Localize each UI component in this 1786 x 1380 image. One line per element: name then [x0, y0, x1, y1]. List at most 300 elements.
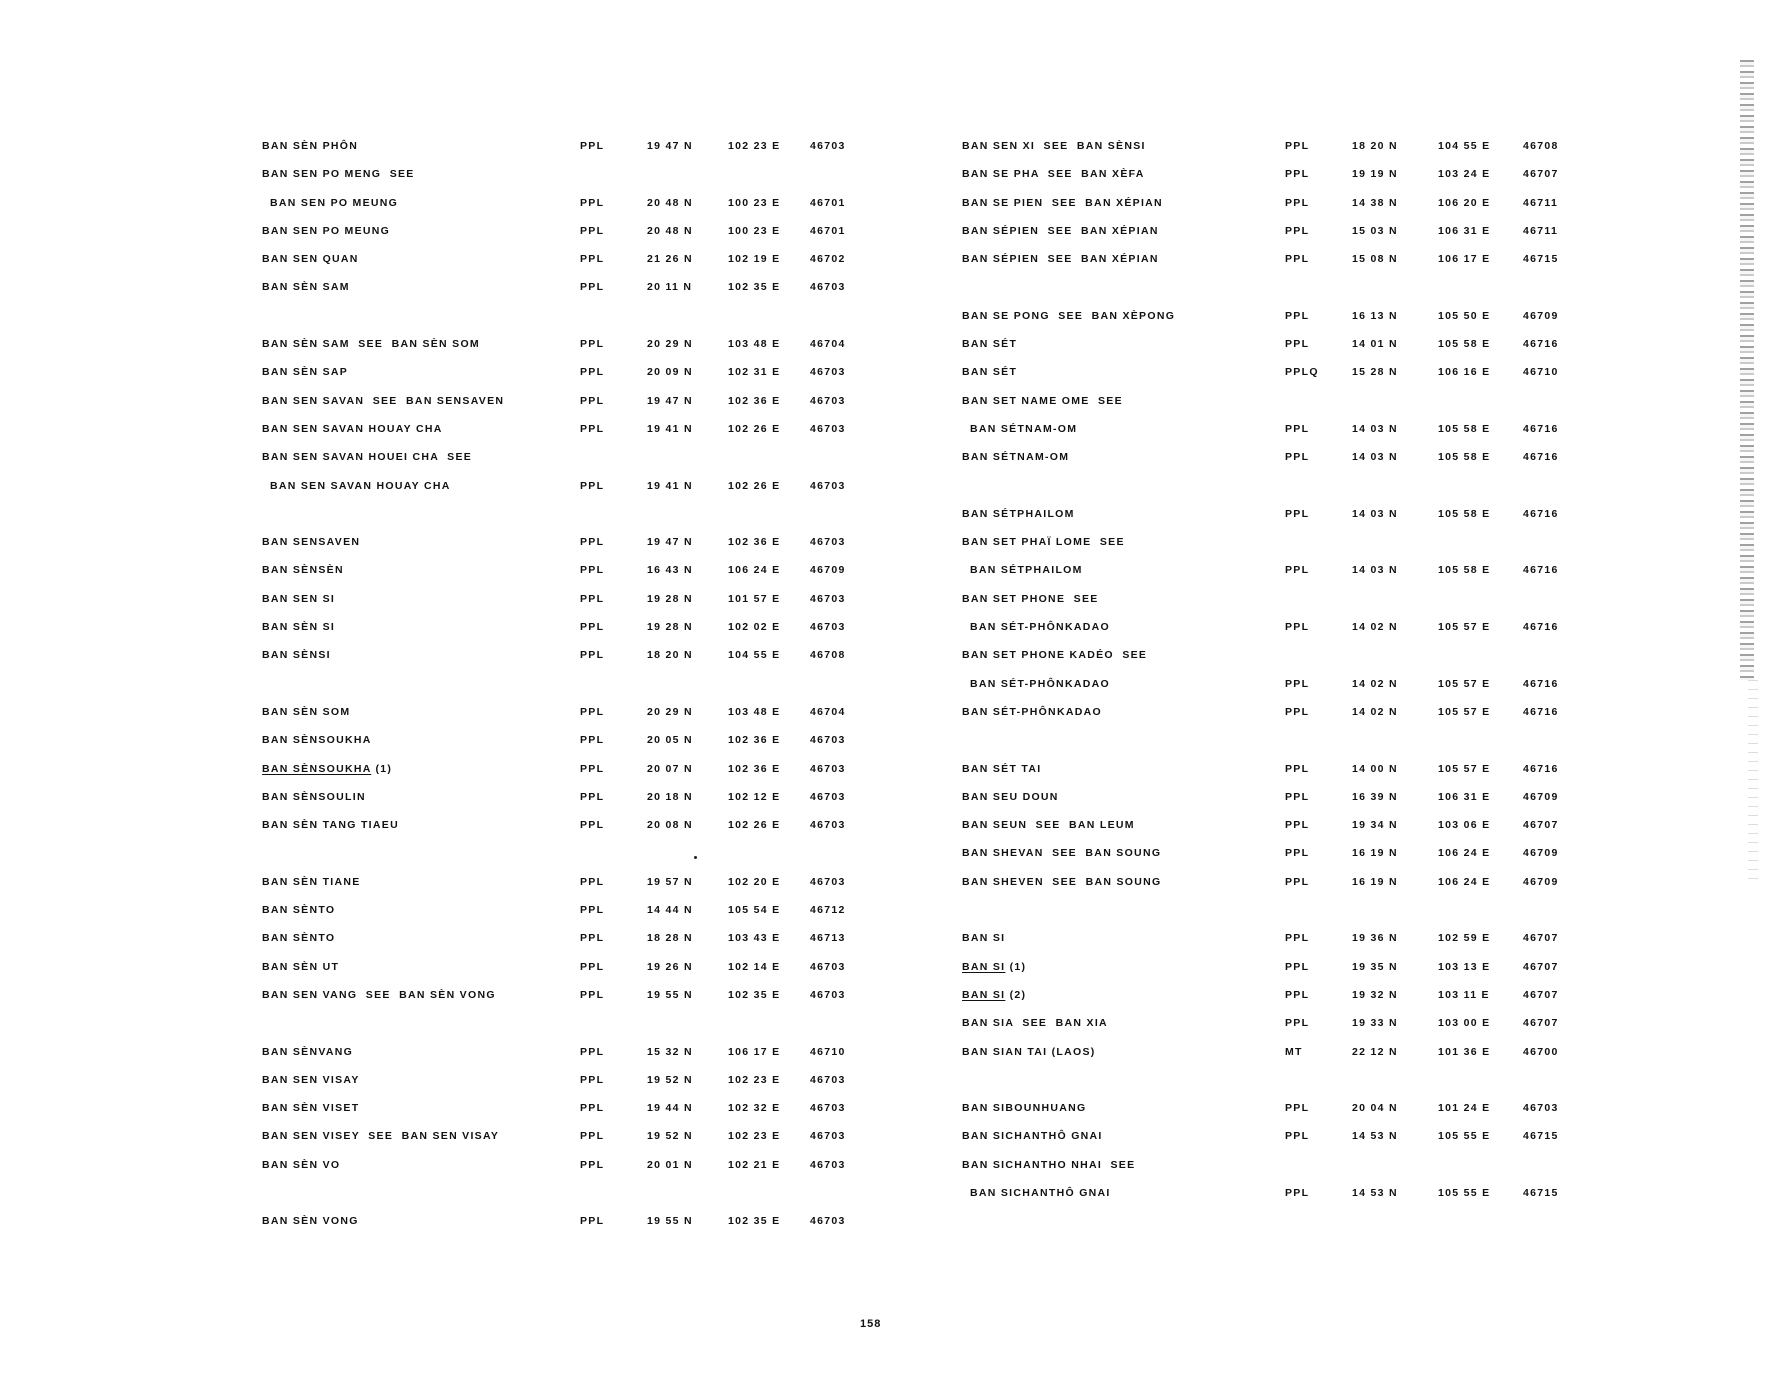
- latitude: 14 53 N: [1352, 1130, 1398, 1143]
- feature-type: MT: [1285, 1045, 1303, 1058]
- feature-type: PPL: [1285, 932, 1310, 945]
- latitude: 19 52 N: [647, 1073, 693, 1086]
- latitude: 16 13 N: [1352, 309, 1398, 322]
- map-code: 46716: [1523, 422, 1559, 435]
- longitude: 102 23 E: [728, 1073, 781, 1086]
- latitude: 19 26 N: [647, 960, 693, 973]
- longitude: 102 19 E: [728, 253, 781, 266]
- latitude: 19 55 N: [647, 1215, 693, 1228]
- map-code: 46708: [810, 649, 846, 662]
- entry-name: BAN SÈNSÈN: [262, 564, 344, 577]
- latitude: 19 28 N: [647, 621, 693, 634]
- map-code: 46703: [810, 875, 846, 888]
- latitude: 18 20 N: [647, 649, 693, 662]
- map-code: 46716: [1523, 762, 1559, 775]
- latitude: 19 41 N: [647, 422, 693, 435]
- feature-type: PPL: [1285, 1186, 1310, 1199]
- entry-name: BAN SÈN SAP: [262, 366, 349, 379]
- latitude: 14 44 N: [647, 904, 693, 917]
- longitude: 105 58 E: [1438, 338, 1491, 351]
- longitude: 101 57 E: [728, 592, 781, 605]
- feature-type: PPL: [580, 960, 605, 973]
- feature-type: PPL: [1285, 140, 1310, 152]
- longitude: 102 26 E: [728, 479, 781, 492]
- entry-name: BAN SÉPIEN SEE BAN XÉPIAN: [962, 224, 1159, 237]
- map-code: 46716: [1523, 705, 1559, 718]
- map-code: 46712: [810, 904, 846, 917]
- feature-type: PPL: [580, 1215, 605, 1228]
- entry-name: BAN SICHANTHO NHAI SEE: [962, 1158, 1136, 1171]
- longitude: 105 50 E: [1438, 309, 1491, 322]
- entry-name: BAN SE PONG SEE BAN XÈPONG: [962, 309, 1176, 322]
- entry-name: BAN SEN QUAN: [262, 253, 359, 266]
- map-code: 46716: [1523, 507, 1559, 520]
- feature-type: PPL: [580, 988, 605, 1001]
- map-code: 46716: [1523, 451, 1559, 464]
- longitude: 105 57 E: [1438, 621, 1491, 634]
- longitude: 102 20 E: [728, 875, 781, 888]
- map-code: 46704: [810, 338, 846, 351]
- feature-type: PPL: [580, 564, 605, 577]
- latitude: 20 18 N: [647, 790, 693, 803]
- latitude: 20 48 N: [647, 224, 693, 237]
- entry-name: BAN SÉTPHAILOM: [970, 564, 1083, 577]
- feature-type: PPL: [580, 904, 605, 917]
- feature-type: PPL: [1285, 988, 1310, 1001]
- longitude: 103 24 E: [1438, 168, 1491, 181]
- feature-type: PPL: [1285, 677, 1310, 690]
- longitude: 106 17 E: [728, 1045, 781, 1058]
- feature-type: PPL: [580, 1073, 605, 1086]
- latitude: 19 52 N: [647, 1130, 693, 1143]
- longitude: 103 43 E: [728, 932, 781, 945]
- entry-name: BAN SICHANTHÔ GNAI: [962, 1130, 1103, 1143]
- entry-name: BAN SÉPIEN SEE BAN XÉPIAN: [962, 253, 1159, 266]
- latitude: 19 28 N: [647, 592, 693, 605]
- feature-type: PPL: [1285, 338, 1310, 351]
- map-code: 46711: [1523, 196, 1559, 209]
- entry-name: BAN SIA SEE BAN XIA: [962, 1017, 1108, 1030]
- map-code: 46709: [1523, 875, 1559, 888]
- longitude: 103 48 E: [728, 705, 781, 718]
- map-code: 46703: [810, 988, 846, 1001]
- latitude: 16 43 N: [647, 564, 693, 577]
- page-number: 158: [860, 1318, 882, 1330]
- longitude: 103 13 E: [1438, 960, 1491, 973]
- longitude: 106 24 E: [1438, 875, 1491, 888]
- feature-type: PPL: [1285, 790, 1310, 803]
- feature-type: PPL: [580, 479, 605, 492]
- entry-name-underlined: BAN SÈNSOUKHA: [262, 762, 372, 775]
- latitude: 20 29 N: [647, 338, 693, 351]
- map-code: 46707: [1523, 932, 1559, 945]
- map-code: 46700: [1523, 1045, 1559, 1058]
- feature-type: PPL: [580, 140, 605, 152]
- entry-name: [962, 960, 1026, 974]
- entry-name: BAN SEN VISEY SEE BAN SEN VISAY: [262, 1130, 500, 1143]
- map-code: 46715: [1523, 1186, 1559, 1199]
- latitude: 14 03 N: [1352, 507, 1398, 520]
- map-code: 46703: [810, 1215, 846, 1228]
- longitude: 106 24 E: [1438, 847, 1491, 860]
- map-code: 46703: [810, 819, 846, 832]
- longitude: 102 36 E: [728, 536, 781, 549]
- map-code: 46703: [810, 621, 846, 634]
- latitude: 18 20 N: [1352, 140, 1398, 152]
- longitude: 106 31 E: [1438, 224, 1491, 237]
- entry-name: BAN SÈN VONG: [262, 1215, 359, 1228]
- entry-name-suffix: (2): [1005, 988, 1027, 1001]
- entry-name: BAN SET NAME OME SEE: [962, 394, 1123, 407]
- map-code: 46715: [1523, 1130, 1559, 1143]
- longitude: 102 23 E: [728, 1130, 781, 1143]
- longitude: 102 35 E: [728, 281, 781, 294]
- entry-name: BAN SÈN VO: [262, 1158, 341, 1171]
- longitude: 103 11 E: [1438, 988, 1490, 1001]
- map-code: 46703: [810, 592, 846, 605]
- map-code: 46710: [810, 1045, 846, 1058]
- latitude: 14 02 N: [1352, 677, 1398, 690]
- longitude: 103 06 E: [1438, 819, 1491, 832]
- feature-type: PPL: [580, 875, 605, 888]
- map-code: 46703: [810, 536, 846, 549]
- latitude: 15 28 N: [1352, 366, 1398, 379]
- entry-name: BAN SHEVEN SEE BAN SOUNG: [962, 875, 1162, 888]
- latitude: 18 28 N: [647, 932, 693, 945]
- entry-name: BAN SEN SI: [262, 592, 336, 605]
- map-code: 46702: [810, 253, 846, 266]
- entry-name: BAN SEUN SEE BAN LEUM: [962, 819, 1135, 832]
- entry-name: BAN SÈN VISET: [262, 1102, 360, 1115]
- longitude: 102 59 E: [1438, 932, 1491, 945]
- longitude: 100 23 E: [728, 196, 781, 209]
- entry-name: BAN SÈN SAM: [262, 281, 350, 294]
- latitude: 14 01 N: [1352, 338, 1398, 351]
- longitude: 105 58 E: [1438, 564, 1491, 577]
- latitude: 20 48 N: [647, 196, 693, 209]
- latitude: 20 04 N: [1352, 1102, 1398, 1115]
- map-code: 46709: [1523, 790, 1559, 803]
- map-code: 46703: [810, 140, 846, 152]
- feature-type: PPL: [1285, 621, 1310, 634]
- longitude: 104 55 E: [728, 649, 781, 662]
- longitude: 105 57 E: [1438, 762, 1491, 775]
- latitude: 19 36 N: [1352, 932, 1398, 945]
- entry-name: BAN SÉTPHAILOM: [962, 507, 1075, 520]
- latitude: 20 05 N: [647, 734, 693, 747]
- entry-name: [262, 762, 392, 776]
- feature-type: PPL: [580, 1130, 605, 1143]
- feature-type: PPL: [1285, 253, 1310, 266]
- map-code: 46701: [810, 224, 846, 237]
- latitude: 14 00 N: [1352, 762, 1398, 775]
- entry-name: BAN SÈNSI: [262, 649, 331, 662]
- entry-name: BAN SEN SAVAN HOUEI CHA SEE: [262, 451, 473, 464]
- entry-name: BAN SÉT TAI: [962, 762, 1042, 775]
- map-code: 46703: [810, 366, 846, 379]
- longitude: 102 36 E: [728, 394, 781, 407]
- map-code: 46707: [1523, 988, 1559, 1001]
- latitude: 20 07 N: [647, 762, 693, 775]
- map-code: 46716: [1523, 338, 1559, 351]
- latitude: 16 19 N: [1352, 875, 1398, 888]
- map-code: 46713: [810, 932, 846, 945]
- map-code: 46704: [810, 705, 846, 718]
- entry-name: BAN SÈN PHÔN: [262, 140, 359, 152]
- entry-name: BAN SÈN SOM: [262, 705, 351, 718]
- map-code: 46716: [1523, 677, 1559, 690]
- latitude: 19 47 N: [647, 536, 693, 549]
- map-code: 46716: [1523, 564, 1559, 577]
- entry-name: BAN SÉT-PHÔNKADAO: [962, 705, 1102, 718]
- longitude: 105 55 E: [1438, 1186, 1491, 1199]
- longitude: 105 57 E: [1438, 705, 1491, 718]
- feature-type: PPL: [1285, 960, 1310, 973]
- longitude: 102 26 E: [728, 422, 781, 435]
- map-code: 46709: [1523, 847, 1559, 860]
- longitude: 102 26 E: [728, 819, 781, 832]
- entry-name: BAN SÉTNAM-OM: [970, 422, 1078, 435]
- entry-name: BAN SICHANTHÔ GNAI: [970, 1186, 1111, 1199]
- entry-name: BAN SÈNTO: [262, 932, 336, 945]
- latitude: 20 11 N: [647, 281, 693, 294]
- entry-name-suffix: (1): [371, 762, 393, 775]
- longitude: 105 54 E: [728, 904, 781, 917]
- feature-type: PPL: [1285, 819, 1310, 832]
- feature-type: PPL: [1285, 564, 1310, 577]
- map-code: 46707: [1523, 819, 1559, 832]
- latitude: 21 26 N: [647, 253, 693, 266]
- entry-name: BAN SÈN TIANE: [262, 875, 361, 888]
- scan-edge-artifact-faint: [1748, 680, 1758, 880]
- feature-type: PPL: [1285, 451, 1310, 464]
- entry-name: BAN SÉT-PHÔNKADAO: [970, 677, 1110, 690]
- latitude: 19 44 N: [647, 1102, 693, 1115]
- entry-name: BAN SEU DOUN: [962, 790, 1059, 803]
- map-code: 46703: [810, 960, 846, 973]
- feature-type: PPL: [580, 734, 605, 747]
- latitude: 19 34 N: [1352, 819, 1398, 832]
- feature-type: PPL: [580, 281, 605, 294]
- latitude: 14 03 N: [1352, 422, 1398, 435]
- feature-type: PPL: [580, 592, 605, 605]
- longitude: 106 31 E: [1438, 790, 1491, 803]
- entry-name: BAN SEN VISAY: [262, 1073, 360, 1086]
- feature-type: PPL: [580, 790, 605, 803]
- latitude: 15 32 N: [647, 1045, 693, 1058]
- latitude: 14 38 N: [1352, 196, 1398, 209]
- map-code: 46711: [1523, 224, 1559, 237]
- longitude: 103 00 E: [1438, 1017, 1491, 1030]
- longitude: 105 58 E: [1438, 422, 1491, 435]
- longitude: 101 24 E: [1438, 1102, 1491, 1115]
- map-code: 46707: [1523, 960, 1559, 973]
- map-code: 46701: [810, 196, 846, 209]
- entry-name: BAN SEN SAVAN HOUAY CHA: [270, 479, 451, 492]
- map-code: 46703: [810, 762, 846, 775]
- feature-type: PPL: [1285, 309, 1310, 322]
- longitude: 102 31 E: [728, 366, 781, 379]
- feature-type: PPL: [580, 394, 605, 407]
- feature-type: PPL: [1285, 196, 1310, 209]
- feature-type: PPL: [1285, 1102, 1310, 1115]
- longitude: 104 55 E: [1438, 140, 1491, 152]
- feature-type: PPL: [580, 366, 605, 379]
- longitude: 102 21 E: [728, 1158, 781, 1171]
- map-code: 46715: [1523, 253, 1559, 266]
- entry-name: BAN SÈNTO: [262, 904, 336, 917]
- longitude: 102 36 E: [728, 734, 781, 747]
- latitude: 14 03 N: [1352, 451, 1398, 464]
- latitude: 20 29 N: [647, 705, 693, 718]
- map-code: 46709: [1523, 309, 1559, 322]
- feature-type: PPL: [580, 196, 605, 209]
- latitude: 16 39 N: [1352, 790, 1398, 803]
- entry-name: BAN SÈNVANG: [262, 1045, 354, 1058]
- longitude: 102 23 E: [728, 140, 781, 152]
- entry-name: BAN SET PHONE KADÉO SEE: [962, 649, 1148, 662]
- feature-type: PPL: [580, 253, 605, 266]
- longitude: 105 58 E: [1438, 507, 1491, 520]
- latitude: 19 33 N: [1352, 1017, 1398, 1030]
- latitude: 19 32 N: [1352, 988, 1398, 1001]
- longitude: 101 36 E: [1438, 1045, 1491, 1058]
- feature-type: PPL: [1285, 1017, 1310, 1030]
- feature-type: PPL: [580, 762, 605, 775]
- feature-type: PPL: [580, 621, 605, 634]
- feature-type: PPL: [1285, 168, 1310, 181]
- entry-name: BAN SÈN SI: [262, 621, 336, 634]
- entry-name: BAN SEN SAVAN SEE BAN SENSAVEN: [262, 394, 505, 407]
- latitude: 19 55 N: [647, 988, 693, 1001]
- map-code: 46707: [1523, 1017, 1559, 1030]
- latitude: 19 41 N: [647, 479, 693, 492]
- entry-name: BAN SEN PO MEUNG: [262, 224, 391, 237]
- latitude: 15 03 N: [1352, 224, 1398, 237]
- feature-type: PPL: [580, 224, 605, 237]
- longitude: 105 55 E: [1438, 1130, 1491, 1143]
- entry-name: BAN SENSAVEN: [262, 536, 361, 549]
- feature-type: PPL: [1285, 847, 1310, 860]
- map-code: 46703: [810, 422, 846, 435]
- entry-name: [962, 988, 1026, 1002]
- longitude: 102 35 E: [728, 1215, 781, 1228]
- latitude: 14 03 N: [1352, 564, 1398, 577]
- map-code: 46703: [810, 1158, 846, 1171]
- entry-name: BAN SÈN UT: [262, 960, 340, 973]
- map-code: 46703: [810, 281, 846, 294]
- latitude: 20 09 N: [647, 366, 693, 379]
- longitude: 102 35 E: [728, 988, 781, 1001]
- entry-name: BAN SÉTNAM-OM: [962, 451, 1070, 464]
- map-code: 46703: [810, 734, 846, 747]
- entry-name: BAN SE PIEN SEE BAN XÉPIAN: [962, 196, 1163, 209]
- longitude: 102 32 E: [728, 1102, 781, 1115]
- entry-name: BAN SET PHONE SEE: [962, 592, 1099, 605]
- map-code: 46703: [810, 1130, 846, 1143]
- feature-type: PPL: [580, 932, 605, 945]
- entry-name: BAN SHEVAN SEE BAN SOUNG: [962, 847, 1162, 860]
- map-code: 46710: [1523, 366, 1559, 379]
- entry-name: BAN SEN SAVAN HOUAY CHA: [262, 422, 443, 435]
- map-code: 46716: [1523, 621, 1559, 634]
- feature-type: PPL: [1285, 1130, 1310, 1143]
- entry-name: BAN SI: [962, 932, 1006, 945]
- feature-type: PPL: [1285, 875, 1310, 888]
- entry-name: BAN SEN PO MENG SEE: [262, 168, 415, 181]
- entry-name: BAN SEN XI SEE BAN SÈNSI: [962, 140, 1146, 152]
- feature-type: PPL: [580, 819, 605, 832]
- latitude: 22 12 N: [1352, 1045, 1398, 1058]
- latitude: 20 01 N: [647, 1158, 693, 1171]
- longitude: 106 20 E: [1438, 196, 1491, 209]
- latitude: 19 35 N: [1352, 960, 1398, 973]
- feature-type: PPL: [1285, 762, 1310, 775]
- latitude: 19 19 N: [1352, 168, 1398, 181]
- entry-name: BAN SE PHA SEE BAN XÈFA: [962, 168, 1145, 181]
- latitude: 19 47 N: [647, 394, 693, 407]
- entry-name: BAN SEN PO MEUNG: [270, 196, 399, 209]
- longitude: 102 14 E: [728, 960, 781, 973]
- longitude: 102 02 E: [728, 621, 781, 634]
- feature-type: PPL: [580, 422, 605, 435]
- feature-type: PPL: [580, 1045, 605, 1058]
- entry-name-underlined: BAN SI: [962, 988, 1006, 1001]
- entry-name: BAN SÉT: [962, 366, 1018, 379]
- ink-speck: [694, 856, 697, 859]
- entry-name: BAN SÈNSOULIN: [262, 790, 366, 803]
- entry-name: BAN SET PHAÏ LOME SEE: [962, 536, 1125, 549]
- longitude: 106 17 E: [1438, 253, 1491, 266]
- longitude: 103 48 E: [728, 338, 781, 351]
- feature-type: PPLQ: [1285, 366, 1319, 379]
- latitude: 14 02 N: [1352, 705, 1398, 718]
- longitude: 105 58 E: [1438, 451, 1491, 464]
- latitude: 19 47 N: [647, 140, 693, 152]
- feature-type: PPL: [1285, 224, 1310, 237]
- entry-name: BAN SÈN TANG TIAEU: [262, 819, 399, 832]
- map-code: 46708: [1523, 140, 1559, 152]
- latitude: 20 08 N: [647, 819, 693, 832]
- feature-type: PPL: [580, 338, 605, 351]
- feature-type: PPL: [1285, 705, 1310, 718]
- entry-name: BAN SÈNSOUKHA: [262, 734, 372, 747]
- longitude: 102 12 E: [728, 790, 781, 803]
- entry-name: BAN SÉT: [962, 338, 1018, 351]
- feature-type: PPL: [580, 1158, 605, 1171]
- map-code: 46707: [1523, 168, 1559, 181]
- latitude: 16 19 N: [1352, 847, 1398, 860]
- longitude: 100 23 E: [728, 224, 781, 237]
- feature-type: PPL: [1285, 507, 1310, 520]
- entry-name-suffix: (1): [1005, 960, 1027, 973]
- entry-name: BAN SÈN SAM SEE BAN SÈN SOM: [262, 338, 480, 351]
- feature-type: PPL: [580, 649, 605, 662]
- latitude: 19 57 N: [647, 875, 693, 888]
- longitude: 105 57 E: [1438, 677, 1491, 690]
- scan-edge-artifact: [1740, 60, 1754, 680]
- map-code: 46703: [810, 790, 846, 803]
- latitude: 14 02 N: [1352, 621, 1398, 634]
- map-code: 46703: [810, 394, 846, 407]
- longitude: 102 36 E: [728, 762, 781, 775]
- latitude: 15 08 N: [1352, 253, 1398, 266]
- feature-type: PPL: [1285, 422, 1310, 435]
- longitude: 106 16 E: [1438, 366, 1491, 379]
- map-code: 46709: [810, 564, 846, 577]
- latitude: 14 53 N: [1352, 1186, 1398, 1199]
- feature-type: PPL: [580, 536, 605, 549]
